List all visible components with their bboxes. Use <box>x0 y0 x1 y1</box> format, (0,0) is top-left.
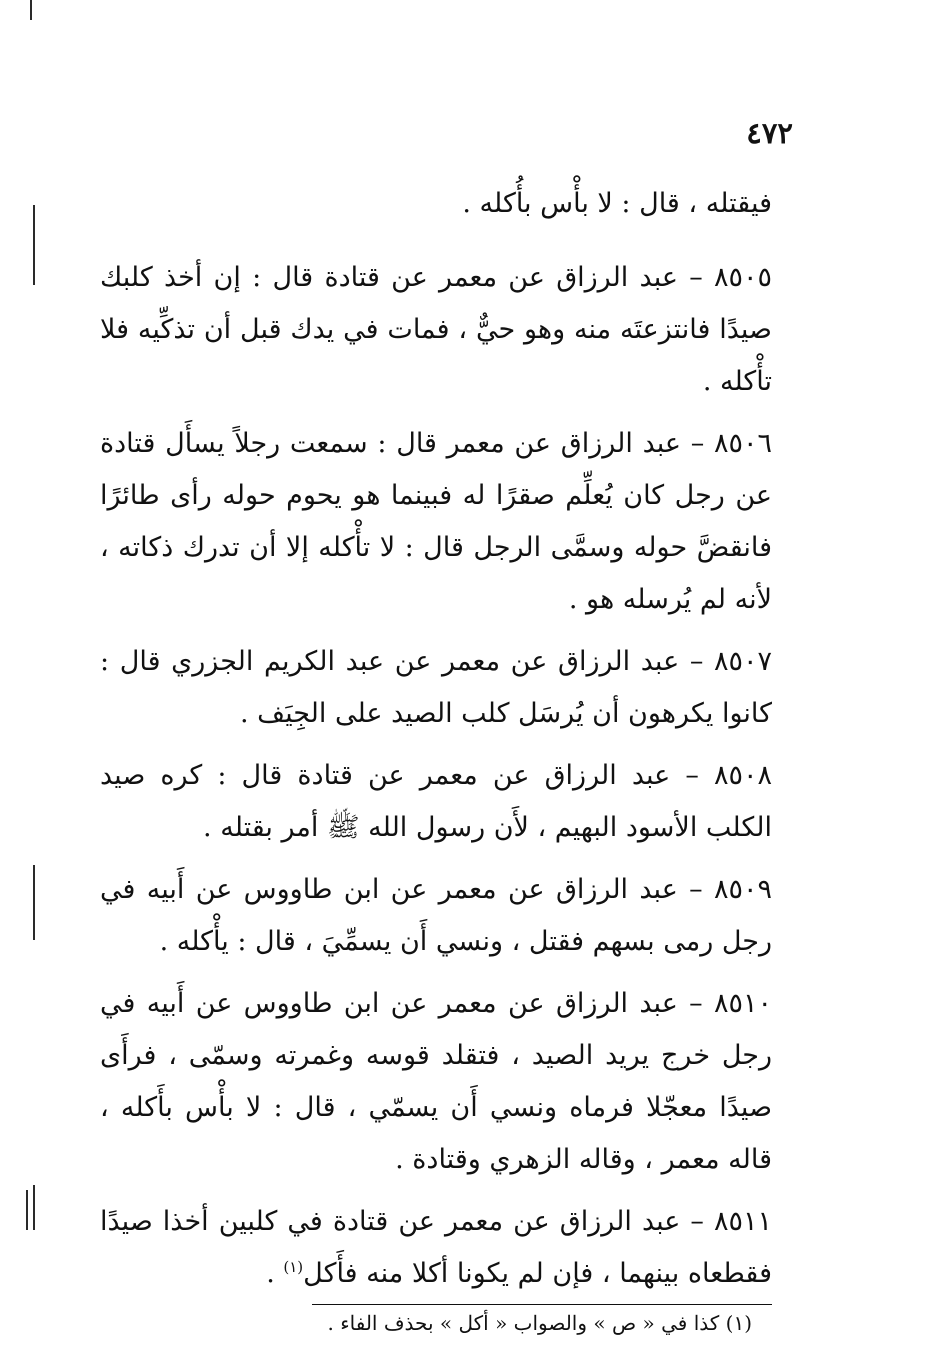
paragraph-number: ٨٥٠٥ <box>713 262 772 293</box>
paragraph-text: – عبد الرزاق عن معمر عن قتادة قال : إن أخذ كلبك صيدًا فانتزعتَه منه وهو حيٌّ ، فمات في يدك قبل أن تذكِّيه فلا تأْكله . <box>100 262 772 397</box>
paragraph-number: ٨٥٠٩ <box>713 874 772 905</box>
paragraph-tail: . <box>266 1258 284 1289</box>
scan-edge-mark <box>30 0 32 20</box>
scan-edge-mark <box>33 865 35 940</box>
continuation-paragraph <box>100 178 772 230</box>
scan-edge-mark <box>33 205 35 285</box>
paragraph-text: – عبد الرزاق عن معمر قال : سمعت رجلاً يسأَل قتادة عن رجل كان يُعلِّم صقرًا له فبينما هو يحوم حوله رأى طائرًا فانقضَّ حوله وسمَّى الرجل قال : لا تأْكله إلا أن تدرك ذكاته ، لأنه لم يُرسله هو . <box>100 428 772 615</box>
footnote-divider <box>312 1304 772 1305</box>
paragraph-text: – عبد الرزاق عن معمر عن ابن طاووس عن أَبيه في رجل رمى بسهم فقتل ، ونسي أَن يسمِّيَ ، قال : يأْكله . <box>100 874 772 957</box>
hadith-paragraph <box>100 750 772 854</box>
paragraph-text: – عبد الرزاق عن معمر عن عبد الكريم الجزري قال : كانوا يكرهون أن يُرسَل كلب الصيد على الجِيَف . <box>100 646 772 729</box>
paragraph-number: ٨٥٠٧ <box>713 646 772 677</box>
hadith-paragraph <box>100 252 772 408</box>
footnote: (١) كذا في « ص » والصواب « أكل » بحذف الفاء . <box>327 1311 752 1335</box>
paragraph-number: ٨٥٠٦ <box>713 428 772 459</box>
hadith-paragraph <box>100 418 772 626</box>
paragraph-text: – عبد الرزاق عن معمر عن قتادة قال : كره صيد الكلب الأسود البهيم ، لأَن رسول الله ﷺ أمر بقتله . <box>100 760 772 843</box>
hadith-paragraph <box>100 1196 772 1300</box>
page-number: ٤٧٢ <box>746 116 793 150</box>
main-text <box>100 178 772 1339</box>
footnote-marker: (١) <box>283 1258 304 1276</box>
paragraph-text: – عبد الرزاق عن معمر عن ابن طاووس عن أَبيه في رجل خرج يريد الصيد ، فتقلد قوسه وغمرته وسمّى ، فرأَى صيدًا معجّلا فرماه ونسي أَن يسمّي ، قال : لا بأْس بأَكله ، قاله معمر ، وقاله الزهري وقتادة . <box>100 988 772 1175</box>
scan-edge-mark <box>26 1190 28 1230</box>
hadith-paragraph <box>100 978 772 1186</box>
hadith-paragraph <box>100 864 772 968</box>
continuation-text: فيقتله ، قال : لا بأْس بأُكله . <box>462 188 772 219</box>
scan-edge-mark <box>33 1185 35 1230</box>
hadith-paragraph <box>100 636 772 740</box>
paragraph-number: ٨٥٠٨ <box>713 760 772 791</box>
paragraph-text: – عبد الرزاق عن معمر عن قتادة في كلبين أخذا صيدًا فقطعاه بينهما ، فإن لم يكونا أكلا منه فأَكل <box>100 1206 772 1289</box>
paragraph-number: ٨٥١٠ <box>713 988 772 1019</box>
paragraph-number: ٨٥١١ <box>713 1206 772 1237</box>
